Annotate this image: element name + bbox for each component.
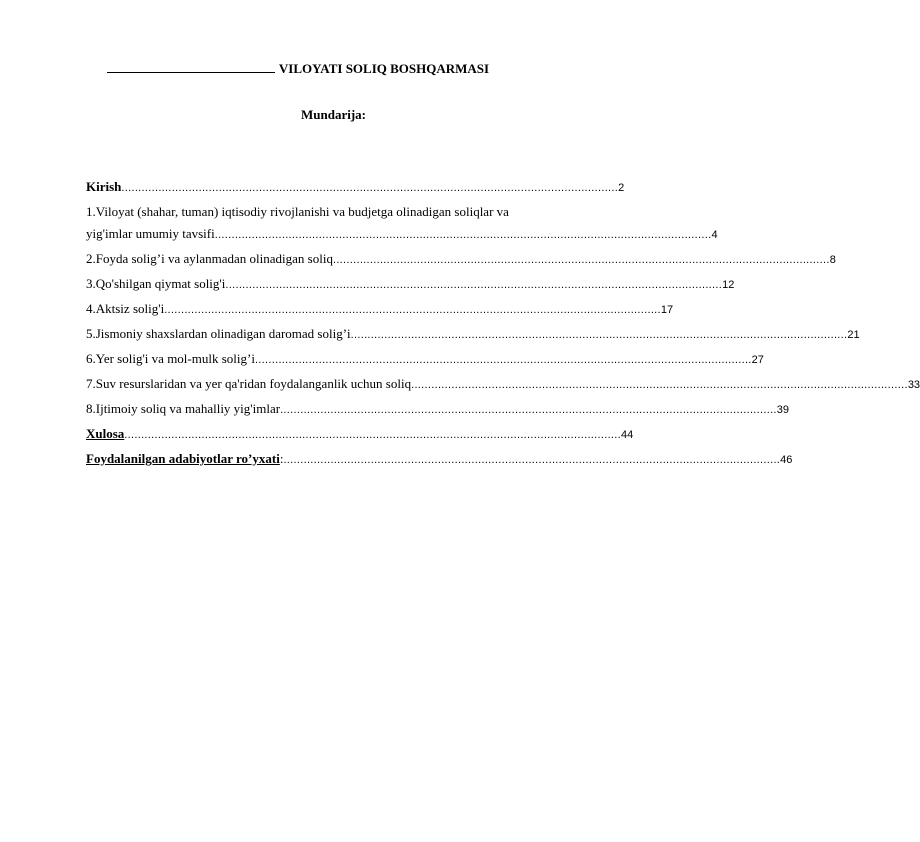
toc-leader-dots: .................................................................................................................................................... [214,229,712,241]
toc-page-number: 4 [711,229,718,241]
toc-entry-label: 5.Jismoniy shaxslardan olinadigan daromad solig’i [86,326,351,341]
toc-entry-label: Kirish [86,179,122,194]
toc-page-number: 39 [776,404,790,416]
toc-page-number: 17 [660,304,674,316]
toc-entry-label-line1: 1.Viloyat (shahar, tuman) iqtisodiy rivojlanishi va budjetga olinadigan soliqlar va [86,204,509,219]
toc-page-number: 33 [907,379,920,391]
toc-leader-dots: .................................................................................................................................................... [225,279,723,291]
toc-leader-dots: .................................................................................................................................................... [124,429,622,441]
toc-entry-2[interactable] [86,250,836,275]
toc-entry-label: 3.Qo'shilgan qiymat solig'i [86,276,226,291]
toc-entry-suffix: : [279,451,284,466]
toc-entry-label-line2: yig'imlar umumiy tavsifi [86,226,215,241]
toc-entry-adabiyotlar[interactable] [86,450,793,475]
toc-page-number: 21 [847,329,860,341]
toc-entry-7[interactable] [86,375,920,400]
toc-entry-3[interactable] [86,275,735,300]
toc-leader-dots: .................................................................................................................................................... [411,379,908,391]
toc-entry-label: 4.Aktsiz solig'i [86,301,165,316]
table-of-contents [86,178,920,475]
toc-page-number: 46 [780,454,793,466]
toc-entry-xulosa[interactable] [86,425,634,450]
toc-page-number: 12 [722,279,735,291]
toc-page-number: 2 [618,182,625,194]
toc-leader-dots: .................................................................................................................................................... [121,182,619,194]
toc-entry-label: 2.Foyda solig’i va aylanmadan olinadigan soliq [86,251,333,266]
toc-leader-dots: .................................................................................................................................................... [283,454,781,466]
toc-entry-6[interactable] [86,350,764,375]
blank-fill-line [107,60,275,73]
toc-entry-8[interactable] [86,400,790,425]
toc-entry-4[interactable] [86,300,674,325]
toc-page-number: 44 [621,429,634,441]
toc-entry-label: 7.Suv resurslaridan va yer qa'ridan foydalanganlik uchun soliq [86,376,412,391]
toc-leader-dots: .................................................................................................................................................... [254,354,752,366]
toc-leader-dots: .................................................................................................................................................... [280,404,777,416]
org-name: VILOYATI SOLIQ BOSHQARMASI [278,61,490,76]
toc-entry-5[interactable] [86,325,860,350]
toc-entry-label: Xulosa [86,426,125,441]
toc-page-number: 27 [751,354,764,366]
toc-entry-kirish[interactable] [86,178,625,203]
toc-leader-dots: .................................................................................................................................................... [332,254,830,266]
toc-entry-label: 8.Ijtimoiy soliq va mahalliy yig'imlar [86,401,281,416]
document-header [0,60,596,77]
toc-page-number: 8 [829,254,836,266]
toc-leader-dots: .................................................................................................................................................... [164,304,661,316]
toc-leader-dots: .................................................................................................................................................... [350,329,848,341]
toc-entry-label: 6.Yer solig'i va mol-mulk solig’i [86,351,255,366]
toc-entry-1[interactable] [86,203,718,250]
toc-entry-label: Foydalanilgan adabiyotlar ro’yxati [86,451,280,466]
page-title: Mundarija: [301,107,366,122]
